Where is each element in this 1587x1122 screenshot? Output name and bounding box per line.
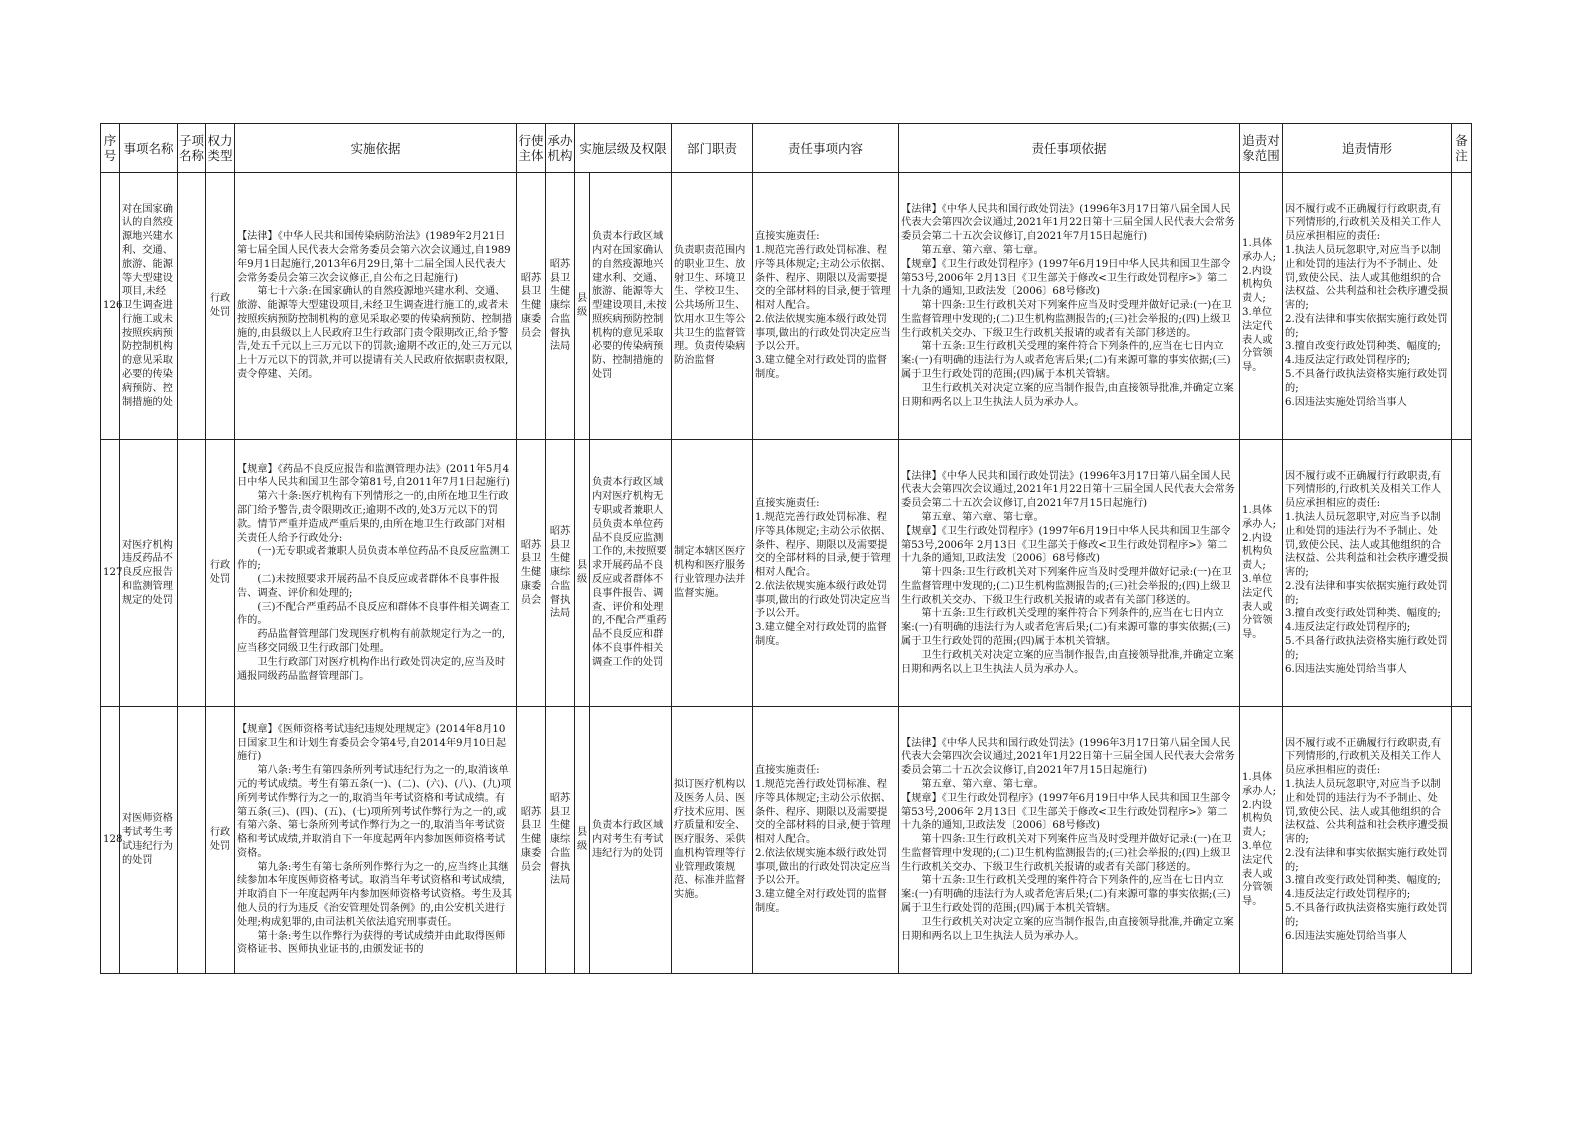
power-type [206,173,235,440]
item-name [120,440,178,707]
department-duty [672,440,753,707]
table-row [101,707,1472,974]
remark [1452,440,1472,707]
level [575,173,590,440]
responsibility-basis-paragraph: 第五章、第六章、第七章。 [921,511,1044,523]
level [575,707,590,974]
responsibility-basis [899,173,1240,440]
level-description [590,440,672,707]
row-number [101,707,123,974]
executing-authority-text: 昭苏县卫生健康委员会 [520,806,542,873]
executing-authority [517,173,546,440]
col-header-level: 实施层级及权限 [575,124,672,173]
responsibility-basis-paragraph: 【规章】《卫生行政处罚程序》(1997年6月19日中华人民共和国卫生部令第53号,2006年 2月13日《卫生部关于修改<卫生行政处罚程序>》第二十九条的通知,卫政法发〔2006〕68号修改) [901,258,1231,298]
accountability-cases [1283,440,1452,707]
item-name-text: 对医师资格考试考生考试违纪行为的处罚 [122,813,173,866]
responsibility-basis [899,440,1240,707]
table-row [101,440,1472,707]
header-row [101,124,1472,173]
responsibility-basis-paragraph: 第十四条:卫生行政机关对下列案件应当及时受理并做好记录:(一)在卫生监督管理中发现的;(二)卫生机构监测报告的;(三)社会举报的;(四)上级卫生行政机关交办、下级卫生行政机关报请的或者有关部门移送的。 [901,567,1232,606]
implementation-basis-paragraph: 药品监督管理部门发现医疗机构有前款规定行为之一的,应当移交同级卫生行政部门处理。 [237,629,506,654]
implementation-basis-paragraph: 【规章】《药品不良反应报告和监测管理办法》(2011年5月4日中华人民共和国卫生部令第81号,自2011年7月1日起施行) [237,463,511,489]
responsibility-basis-paragraph: 卫生行政机关对决定立案的应当制作报告,由直接领导批准,并确定立案日期和两名以上卫生执法人员为承办人。 [901,649,1234,675]
accountability-cases-text: 因不履行或不正确履行行政职责,有下列情形的,行政机关及相关工作人员应承担相应的责任: 1.执法人员玩忽职守,对应当予以制止和处罚的违法行为不予制止、处罚,致使公民、法人或其他组织的合法权益、公共利益和社会秩序遭受损害的; 2.没有法律和事实依据实施行政处罚的; 3.擅自改变行政处罚种类、幅度的; 4.违反法定行政处罚程序的; 5.不具备行政执法资格实施行政处罚的; 6.因违法实施处罚给当事人 [1285,470,1449,675]
implementation-basis-paragraph: (二)未按照要求开展药品不良反应或者群体不良事件报告、调查、评价和处理的; [237,574,500,599]
responsibility-basis-paragraph: 第十五条:卫生行政机关受理的案件符合下列条件的,应当在七日内立案:(一)有明确的违法行为人或者危害后果;(二)有来源可靠的事实依据;(三)属于卫生行政处罚的范围;(四)属于本机关管辖。 [901,875,1231,915]
responsibility-basis-paragraph: 【法律】《中华人民共和国行政处罚法》(1996年3月17日第八届全国人民代表大会第四次会议通过,2021年1月22日第十三届全国人民代表大会常务委员会第二十五次会议修订,自2021年7月15日起施行) [901,203,1235,243]
responsibility-basis-paragraph: 【规章】《卫生行政处罚程序》(1997年6月19日中华人民共和国卫生部令第53号,2006年 2月13日《卫生部关于修改<卫生行政处罚程序>》第二十九条的通知,卫政法发〔2006〕68号修改) [901,792,1231,832]
responsibility-basis-paragraph: 第十四条:卫生行政机关对下列案件应当及时受理并做好记录:(一)在卫生监督管理中发现的;(二)卫生机构监测报告的;(三)社会举报的;(四)上级卫生行政机关交办、下级卫生行政机关报请的或者有关部门移送的。 [901,300,1232,339]
power-type [206,440,235,707]
handling-office [546,707,575,974]
responsibility-content-text: 直接实施责任: 1.规范完善行政处罚标准、程序等具体规定;主动公示依据、条件、程序、期限以及需要提交的全部材料的目录,便于管理相对人配合。 2.依法依规实施本级行政处罚事项,做出的行政处罚决定应当予以公开。 3.建立健全对行政处罚的监督制度。 [755,498,891,648]
col-header-responsibility: 责任事项内容 [753,124,899,173]
item-name [120,707,178,974]
power-type-text: 行政处罚 [209,560,231,585]
row-number-text: 127 [103,567,123,579]
responsibility-basis-paragraph: 第五章、第六章、第七章。 [921,778,1044,790]
level [575,440,590,707]
col-header-office: 承办机构 [546,124,575,173]
executing-authority-text: 昭苏县卫生健康委员会 [520,272,542,339]
accountability-cases [1283,707,1452,974]
accountability-cases-text: 因不履行或不正确履行行政职责,有下列情形的,行政机关及相关工作人员应承担相应的责任: 1.执法人员玩忽职守,对应当予以制止和处罚的违法行为不予制止、处罚,致使公民、法人或其他组织的合法权益、公共利益和社会秩序遭受损害的; 2.没有法律和事实依据实施行政处罚的; 3.擅自改变行政处罚种类、幅度的; 4.违反法定行政处罚程序的; 5.不具备行政执法资格实施行政处罚的; 6.因违法实施处罚给当事人 [1285,203,1449,408]
item-name [120,173,178,440]
implementation-basis-paragraph: 第十条:考生以作弊行为获得的考试成绩并由此取得医师资格证书、医师执业证书的,由颁发证书的 [237,930,506,956]
subitem-name [178,707,206,974]
col-header-type: 权力类型 [206,124,235,173]
remark [1452,173,1472,440]
implementation-basis-paragraph: 卫生行政部门对医疗机构作出行政处罚决定的,应当及时通报同级药品监督管理部门。 [237,656,506,682]
accountability-scope-text: 1.具体承办人; 2.内设机构负责人; 3.单位法定代表人或分管领导。 [1242,772,1277,908]
responsibility-basis [899,707,1240,974]
responsibility-basis-paragraph: 第五章、第六章、第七章。 [921,244,1044,256]
level-description [590,173,672,440]
implementation-basis-paragraph: (一)无专职或者兼职人员负责本单位药品不良反应监测工作的; [237,546,510,572]
executing-authority [517,707,546,974]
implementation-basis [235,707,517,974]
accountability-scope-text: 1.具体承办人; 2.内设机构负责人; 3.单位法定代表人或分管领导。 [1242,505,1277,641]
implementation-basis-paragraph: 【法律】《中华人民共和国传染病防治法》(1989年2月21日第七届全国人民代表大会常务委员会第六次会议通过,自1989年9月1日起施行,2013年6月29日,第十二届全国人民代表大会常务委员会第三次会议修正,自公布之日起施行) [237,231,511,284]
col-header-resp-basis: 责任事项依据 [899,124,1240,173]
level-description-text: 负责本行政区域内对在国家确认的自然疫源地兴建水利、交通、旅游、能源等大型建设项目,未按照疾病预防控制机构的意见采取必要的传染病预防、控制措施的处罚 [592,231,667,381]
implementation-basis-paragraph: 【规章】《医师资格考试违纪违规处理规定》(2014年8月10日国家卫生和计划生育委员会令第4号,自2014年9月10日起施行) [237,723,507,763]
col-header-scope: 追责对象范围 [1240,124,1283,173]
handling-office [546,440,575,707]
responsibility-basis-paragraph: 【规章】《卫生行政处罚程序》(1997年6月19日中华人民共和国卫生部令第53号,2006年 2月13日《卫生部关于修改<卫生行政处罚程序>》第二十九条的通知,卫政法发〔2006〕68号修改) [901,525,1231,565]
power-list-table [100,123,1472,974]
responsibility-basis-paragraph: 卫生行政机关对决定立案的应当制作报告,由直接领导批准,并确定立案日期和两名以上卫生执法人员为承办人。 [901,916,1234,942]
table-row [101,173,1472,440]
executing-authority [517,440,546,707]
handling-office-text: 昭苏县卫生健康综合监督执法局 [549,792,571,887]
col-header-basis: 实施依据 [235,124,517,173]
implementation-basis-paragraph: 第八条:考生有第四条所列考试违纪行为之一的,取消该单元的考试成绩。考生有第五条(一)、(二)、(六)、(八)、(九)项所列考试作弊行为之一的,取消当年考试资格和考试成绩。有第五条(三)、(四)、(五)、(七)项所列考试作弊行为之一的,或有第六条、第七条所列考试作弊行为之一的,取消当年考试资格和考试成绩,并取消自下一年度起两年内参加医师资格考试资格。 [237,765,512,859]
implementation-basis-paragraph: 第九条:考生有第七条所列作弊行为之一的,应当终止其继续参加本年度医师资格考试。取消当年考试资格和考试成绩,并取消自下一年度起两年内参加医师资格考试资格。考生及其他人员的行为违反《治安管理处罚条例》的,由公安机关进行处理;构成犯罪的,由司法机关依法追究刑事责任。 [237,861,513,928]
responsibility-basis-paragraph: 【法律】《中华人民共和国行政处罚法》(1996年3月17日第八届全国人民代表大会第四次会议通过,2021年1月22日第十三届全国人民代表大会常务委员会第二十五次会议修订,自2021年7月15日起施行) [901,737,1235,777]
accountability-cases-text: 因不履行或不正确履行行政职责,有下列情形的,行政机关及相关工作人员应承担相应的责任: 1.执法人员玩忽职守,对应当予以制止和处罚的违法行为不予制止、处罚,致使公民、法人或其他组织的合法权益、公共利益和社会秩序遭受损害的; 2.没有法律和事实依据实施行政处罚的; 3.擅自改变行政处罚种类、幅度的; 4.违反法定行政处罚程序的; 5.不具备行政执法资格实施行政处罚的; 6.因违法实施处罚给当事人 [1285,737,1449,942]
department-duty [672,173,753,440]
row-number [101,173,123,440]
level-description-text: 负责本行政区域内对考生有考试违纪行为的处罚 [592,820,664,859]
level-description [590,707,672,974]
level-description-text: 负责本行政区域内对医疗机构无专职或者兼职人员负责本单位药品不良反应监测工作的,未按照要求开展药品不良反应或者群体不良事件报告、调查、评价和处理的,不配合严重药品不良反应和群体不良事件相关调查工作的处罚 [592,477,667,668]
item-name-text: 对医疗机构违反药品不良反应报告和监测管理规定的处罚 [122,539,173,606]
accountability-scope [1240,173,1283,440]
remark [1452,707,1472,974]
responsibility-content [753,173,899,440]
accountability-scope [1240,440,1283,707]
department-duty-text: 负责职责范围内的职业卫生、放射卫生、环境卫生、学校卫生、公共场所卫生、饮用水卫生等公共卫生的监督管理。负责传染病防治监督 [674,244,746,367]
department-duty-text: 制定本辖区医疗机构和医疗服务行业管理办法并监督实施。 [674,546,746,599]
level-text: 县级 [577,827,588,852]
responsibility-basis-paragraph: 【法律】《中华人民共和国行政处罚法》(1996年3月17日第八届全国人民代表大会第四次会议通过,2021年1月22日第十三届全国人民代表大会常务委员会第二十五次会议修订,自2021年7月15日起施行) [901,470,1235,510]
department-duty-text: 拟订医疗机构以及医务人员、医疗技术应用、医疗质量和安全、医疗服务、采供血机构管理等行业管理政策规范、标准并监督实施。 [674,778,746,901]
power-type-text: 行政处罚 [209,827,231,852]
row-number-text: 126 [103,300,123,312]
handling-office-text: 昭苏县卫生健康综合监督执法局 [549,258,571,353]
handling-office [546,173,575,440]
item-name-text: 对在国家确认的自然疫源地兴建水利、交通、旅游、能源等大型建设项目,未经卫生调查进行施工或未按照疾病预防控制机构的意见采取必要的传染病预防、控制措施的处 [122,203,173,408]
responsibility-content-text: 直接实施责任: 1.规范完善行政处罚标准、程序等具体规定;主动公示依据、条件、程序、期限以及需要提交的全部材料的目录,便于管理相对人配合。 2.依法依规实施本级行政处罚事项,做出的行政处罚决定应当予以公开。 3.建立健全对行政处罚的监督制度。 [755,765,891,915]
col-header-authority: 行使主体 [517,124,546,173]
department-duty [672,707,753,974]
responsibility-basis-paragraph: 第十四条:卫生行政机关对下列案件应当及时受理并做好记录:(一)在卫生监督管理中发现的;(二)卫生机构监测报告的;(三)社会举报的;(四)上级卫生行政机关交办、下级卫生行政机关报请的或者有关部门移送的。 [901,834,1232,873]
responsibility-basis-paragraph: 卫生行政机关对决定立案的应当制作报告,由直接领导批准,并确定立案日期和两名以上卫生执法人员为承办人。 [901,382,1234,408]
col-header-accountability: 追责情形 [1283,124,1452,173]
subitem-name [178,173,206,440]
col-header-no: 序号 [101,124,120,173]
col-header-duty: 部门职责 [672,124,753,173]
executing-authority-text: 昭苏县卫生健康委员会 [520,539,542,606]
power-type [206,707,235,974]
level-text: 县级 [577,293,588,318]
col-header-name: 事项名称 [120,124,178,173]
responsibility-content-text: 直接实施责任: 1.规范完善行政处罚标准、程序等具体规定;主动公示依据、条件、程序、期限以及需要提交的全部材料的目录,便于管理相对人配合。 2.依法依规实施本级行政处罚事项,做出的行政处罚决定应当予以公开。 3.建立健全对行政处罚的监督制度。 [755,231,891,381]
power-type-text: 行政处罚 [209,293,231,318]
responsibility-content [753,707,899,974]
row-number [101,440,123,707]
level-text: 县级 [577,560,588,585]
row-number-text: 128 [103,834,123,846]
subitem-name [178,440,206,707]
accountability-scope [1240,707,1283,974]
implementation-basis-paragraph: (三)不配合严重药品不良反应和群体不良事件相关调查工作的。 [237,601,510,627]
document-page [100,123,1471,974]
col-header-remark: 备注 [1452,124,1472,173]
accountability-cases [1283,173,1452,440]
responsibility-basis-paragraph: 第十五条:卫生行政机关受理的案件符合下列条件的,应当在七日内立案:(一)有明确的违法行为人或者危害后果;(二)有来源可靠的事实依据;(三)属于卫生行政处罚的范围;(四)属于本机关管辖。 [901,608,1231,648]
col-header-subitem: 子项名称 [178,124,206,173]
responsibility-content [753,440,899,707]
implementation-basis [235,440,517,707]
implementation-basis [235,173,517,440]
accountability-scope-text: 1.具体承办人; 2.内设机构负责人; 3.单位法定代表人或分管领导。 [1242,238,1277,374]
implementation-basis-paragraph: 第七十六条:在国家确认的自然疫源地兴建水利、交通、旅游、能源等大型建设项目,未经卫生调查进行施工的,或者未按照疾病预防控制机构的意见采取必要的传染病预防、控制措施的,由县级以上人民政府卫生行政部门责令限期改正,给予警告,处五千元以上三万元以下的罚款;逾期不改正的,处三万元以上十万元以下的罚款,并可以提请有关人民政府依据职责权限,责令停建、关闭。 [237,286,513,381]
handling-office-text: 昭苏县卫生健康综合监督执法局 [549,525,571,620]
implementation-basis-paragraph: 第六十条:医疗机构有下列情形之一的,由所在地卫生行政部门给予警告,责令限期改正;逾期不改的,处3万元以下的罚款。情节严重并造成严重后果的,由所在地卫生行政部门对相关责任人给予行政处分: [237,491,509,544]
responsibility-basis-paragraph: 第十五条:卫生行政机关受理的案件符合下列条件的,应当在七日内立案:(一)有明确的违法行为人或者危害后果;(二)有来源可靠的事实依据;(三)属于卫生行政处罚的范围;(四)属于本机关管辖。 [901,341,1231,381]
